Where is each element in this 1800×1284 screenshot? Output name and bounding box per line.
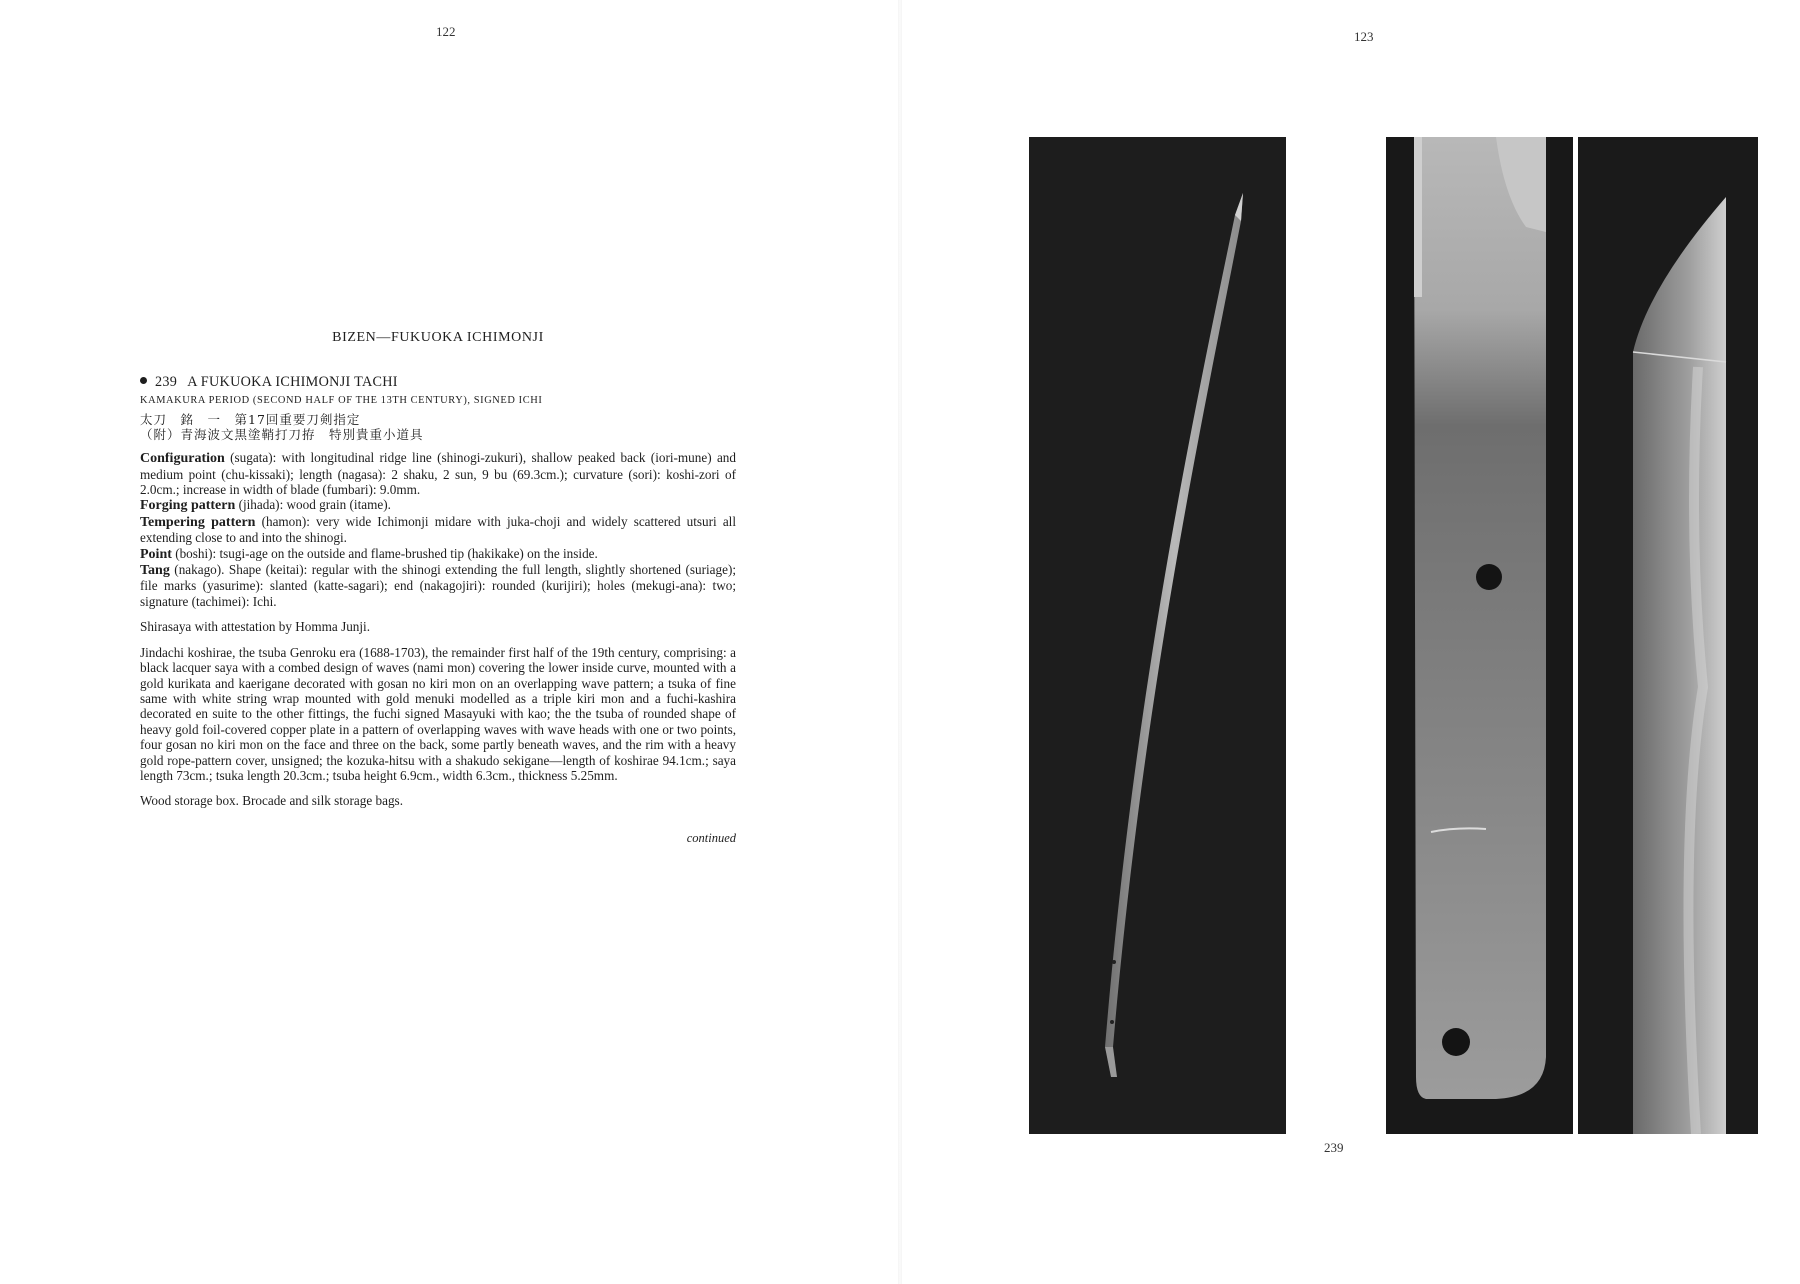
japanese-line: 太刀 銘 一 第17回重要刀剣指定 [140,412,361,428]
spec-tang [140,562,736,609]
spec-label: Forging pattern [140,498,236,514]
entry-title-text: A FUKUOKA ICHIMONJI TACHI [187,374,398,391]
koshirae-description: Jindachi koshirae, the tsuba Genroku era (1688-1703), the remainder first half of the 19th century, comprising: a black lacquer saya with a combed design of waves (nami mon) covering the lower inside curve, mounted with a gold kurikata and kaerigane decorated with gosan no kiri mon on an overlapping wave pattern; a tsuka of fine same with white string wrap mounted with gold menuki modelled as a triple kiri mon and a fuchi-kashira decorated en suite to the other fittings, the fuchi signed Masayuki with kao; the the tsuba of rounded shape of heavy gold foil-covered copper plate in a pattern of overlapping waves with wave heads with one or two points, four gosan no kiri mon on the face and three on the back, some partly beneath waves, and the rim with a heavy gold rope-pattern cover, unsigned; the kozuka-hitsu with a shakudo sekigane—length of koshirae 94.1cm.; saya length 73cm.; tsuka length 20.3cm.; tsuba height 6.9cm., width 6.3cm., thickness 5.25mm. [140,644,736,783]
shirasaya-note: Shirasaya with attestation by Homma Junji. [140,619,371,635]
spec-text: (boshi): tsugi-age on the outside and flame-brushed tip (hakikake) on the inside. [175,545,598,561]
spec-text: (nakago). Shape (keitai): regular with the shinogi extending the full length, slightly shortened (suriage); file marks (yasurime): slanted (katte-sagari); end (nakagojiri): rounded (kurijiri); holes (mekugi-ana): two; signature (tachimei): Ichi. [140,562,736,609]
page-number-left: 122 [436,24,456,39]
spec-label: Tang [140,563,170,579]
plate-number: 239 [1324,1140,1344,1155]
tang-detail-photo [1386,137,1573,1134]
spec-text: (jihada): wood grain (itame). [238,497,391,513]
full-blade-photo [1029,137,1286,1134]
point-detail-image [1578,137,1758,1134]
point-detail-photo [1578,137,1758,1134]
spec-point [140,546,736,562]
section-heading: BIZEN—FUKUOKA ICHIMONJI [332,330,544,345]
spec-label: Tempering pattern [140,514,256,530]
entry-subtitle: KAMAKURA PERIOD (SECOND HALF OF THE 13TH CENTURY), SIGNED ICHI [140,394,543,406]
spec-tempering [140,514,736,546]
japanese-line: （附）青海波文黒塗鞘打刀拵 特別貴重小道具 [140,427,424,443]
storage-note: Wood storage box. Brocade and silk storage bags. [140,793,403,809]
spec-forging [140,497,736,513]
page-number-right: 123 [1354,29,1374,44]
spec-text: (sugata): with longitudinal ridge line (shinogi-zukuri), shallow peaked back (iori-mune) and medium point (chu-kissaki); length (nagasa): 2 shaku, 2 sun, 9 bu (69.3cm.); curvature (sori): koshi-zori of 2.0cm.; increase in width of blade (fumbari): 9.0mm. [140,450,736,498]
japanese-designation [140,412,736,442]
blade-specifications [140,450,736,609]
continued-label: continued [686,830,736,845]
catalogue-entry-text [140,330,736,846]
bullet-icon [140,377,147,384]
entry-number: 239 [155,374,178,391]
spec-configuration [140,450,736,497]
spec-label: Configuration [140,451,225,467]
page-gutter [898,0,902,1284]
entry-title [140,375,736,390]
full-blade-image [1029,137,1286,1134]
tang-detail-image [1386,137,1573,1134]
spec-label: Point [140,546,172,562]
spec-text: (hamon): very wide Ichimonji midare with juka-choji and widely scattered utsuri all extending close to and into the shinogi. [140,513,736,546]
